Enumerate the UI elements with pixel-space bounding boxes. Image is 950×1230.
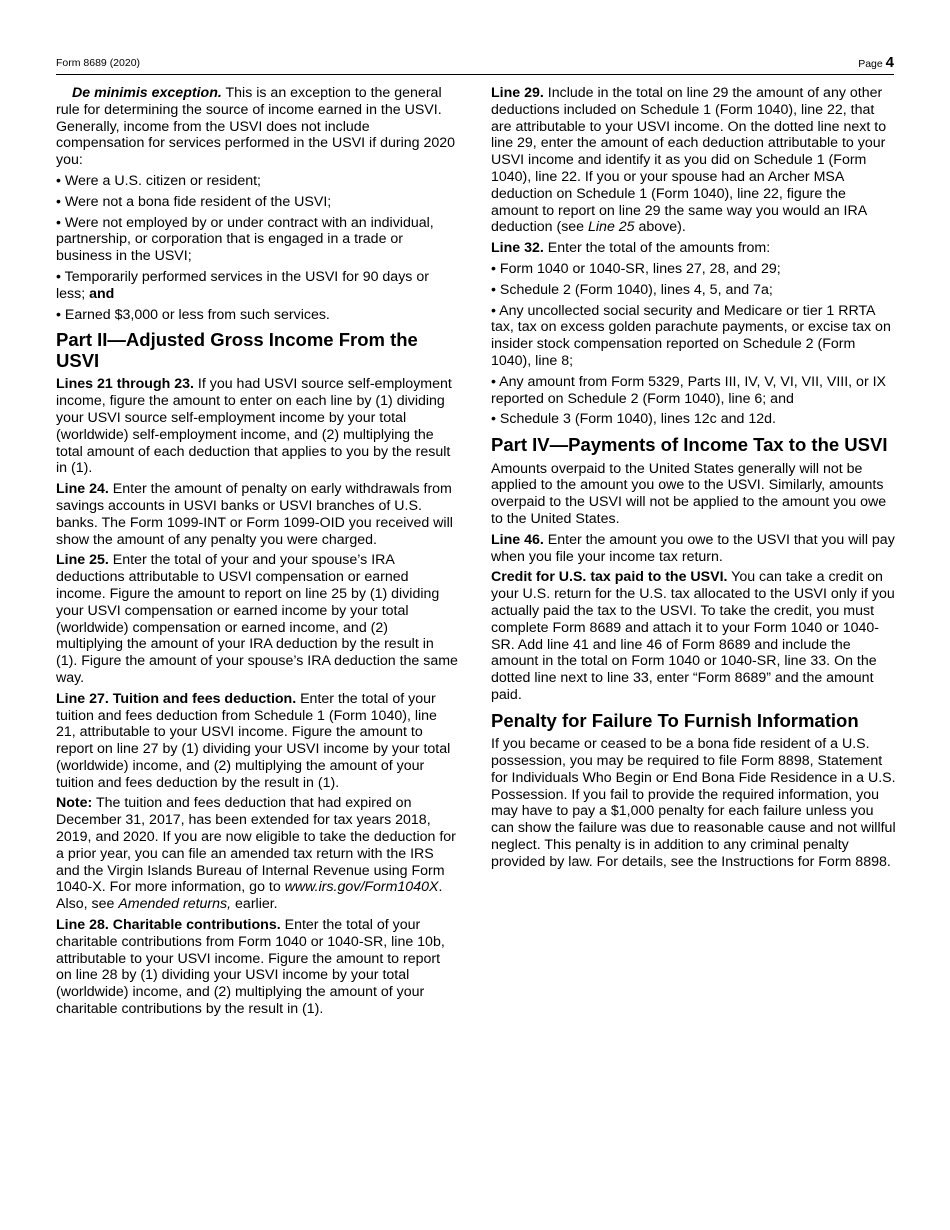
paragraph-body: Enter the total of your tuition and fees deduction from Schedule 1 (Form 1040), line 21, attributable to your USVI income. Figure the amount to report on line 27 by (1) dividing your USVI income by your total (worldwide) income, and (2) multiplying the amount of your tuition and fees deduction by the result in (1).	[56, 690, 451, 791]
paragraph-body: Enter the amount of penalty on early withdrawals from savings accounts in USVI banks or USVI branches of U.S. banks. The Form 1099-INT or Form 1099-OID you received will show the amount of any penalty you were charged.	[56, 481, 453, 548]
paragraph-label: Line 25.	[56, 552, 109, 569]
de-minimis-title: De minimis exception.	[72, 85, 222, 101]
paragraph-label: Line 32.	[491, 240, 544, 257]
amended-returns-ref: Amended returns,	[118, 896, 232, 913]
list-item: • Earned $3,000 or less from such services.	[56, 306, 330, 323]
page-number	[858, 54, 894, 71]
list-item: • Schedule 2 (Form 1040), lines 4, 5, and 7a;	[491, 281, 773, 298]
line-24-paragraph	[56, 481, 458, 548]
paragraph-body: If you had USVI source self-employment income, figure the amount to enter on each line by (1) dividing your USVI source self-employment income by your total (worldwide) self-employment income, and (2) multiplying the total amount of each deduction that applies to you by the result in (1).	[56, 376, 452, 477]
paragraph-body: Enter the total of the amounts from:	[543, 240, 771, 257]
note-paragraph	[56, 795, 458, 913]
line-32-paragraph	[491, 240, 896, 257]
paragraph-body: . Also, see	[56, 879, 443, 913]
paragraph-body: Include in the total on line 29 the amount of any other deductions included on Schedule 1 (Form 1040), line 22, that are attributable to your USVI income. On the dotted line next to line 29, enter the amount of each deduction attributable to your USVI income and identify it as you did on Schedule 1 (Form 1040), line 22. If you or your spouse had an Archer MSA deduction on Schedule 1 (Form 1040), line 22, figure the amount to report on line 29 the same way you would an IRA deduction (see	[491, 85, 887, 236]
penalty-heading: Penalty for Failure To Furnish Information	[491, 709, 859, 731]
list-item: • Any uncollected social security and Medicare or tier 1 RRTA tax, tax on excess golden parachute payments, or excise tax on insider stock compensation reported on Schedule 2 (Form 1040), line 8;	[491, 302, 891, 369]
paragraph-label: Line 24.	[56, 481, 109, 498]
list-item: • Were not employed by or under contract with an individual, partnership, or corporation that is engaged in a trade or business in the USVI;	[56, 214, 434, 265]
line-46-paragraph	[491, 532, 896, 566]
paragraph-body: earlier.	[231, 896, 278, 913]
lines-21-23-paragraph	[56, 376, 458, 477]
part-iv-paragraph: Amounts overpaid to the United States generally will not be applied to the amount you owe to the USVI. Similarly, amounts overpaid to the USVI will not be applied to the amount you owe to the United States.	[491, 460, 887, 528]
paragraph-label: Line 27. Tuition and fees deduction.	[56, 690, 297, 707]
page-header	[56, 54, 894, 75]
paragraph-label: Line 28. Charitable contributions.	[56, 917, 281, 934]
line-25-ref: Line 25	[588, 219, 635, 236]
de-minimis-body: This is an exception to the general rule for determining the source of income earned in the USVI. Generally, income from the USVI does not include compensation for services performed in the USVI if during 2020 you:	[56, 85, 456, 169]
paragraph-body: The tuition and fees deduction that had expired on December 31, 2017, has been extended for tax years 2018, 2019, and 2020. If you are now eligible to take the deduction for a prior year, you can file an amended tax return with the IRS and the Virgin Islands Bureau of Internal Revenue using Form 1040-X. For more information, go to	[56, 795, 456, 896]
penalty-paragraph: If you became or ceased to be a bona fide resident of a U.S. possession, you may be required to file Form 8898, Statement for Individuals Who Begin or End Bona Fide Residence in a U.S. Possession. If you fail to provide the required information, you may have to pay a $1,000 penalty for each failure unless you can show the failure was due to reasonable cause and not willful neglect. This penalty is in addition to any criminal penalty provided by law. For details, see the Instructions for Form 8898.	[491, 736, 896, 870]
line-29-paragraph	[491, 85, 896, 236]
credit-paragraph	[491, 569, 896, 703]
paragraph-body: Enter the total of your charitable contributions from Form 1040 or 1040-SR, line 10b, attributable to your USVI income. Figure the amount to report on line 28 by (1) dividing your USVI income by your total (worldwide) income, and (2) multiplying the amount of your charitable contributions by the result in (1).	[56, 917, 445, 1018]
irs-link[interactable]: www.irs.gov/Form1040X	[284, 879, 439, 896]
list-item: • Any amount from Form 5329, Parts III, IV, V, VI, VII, VIII, or IX reported on Schedule 2 (Form 1040), line 6; and	[491, 373, 887, 407]
paragraph-body: above).	[634, 219, 686, 236]
list-item-bold: and	[89, 285, 115, 302]
paragraph-label: Line 29.	[491, 85, 544, 101]
paragraph-label: Lines 21 through 23.	[56, 376, 194, 393]
line-27-paragraph	[56, 691, 458, 792]
paragraph-label: Credit for U.S. tax paid to the USVI.	[491, 569, 728, 586]
line-25-paragraph	[56, 552, 458, 686]
de-minimis-paragraph	[56, 85, 458, 169]
paragraph-body: Enter the total of your and your spouse’s IRA deductions attributable to USVI compensation or earned income. Figure the amount to report on line 25 by (1) dividing your USVI compensation or earned income by your total (worldwide) compensation or earned income, and (2) multiplying the amount of your IRA deduction by the result in (1). Figure the amount of your spouse’s IRA deduction the same way.	[56, 552, 458, 686]
form-id: Form 8689 (2020)	[56, 57, 141, 69]
line-28-paragraph	[56, 917, 458, 1018]
list-item: • Form 1040 or 1040-SR, lines 27, 28, and 29;	[491, 260, 781, 277]
paragraph-body: Enter the amount you owe to the USVI that you will pay when you file your income tax return.	[491, 531, 895, 565]
left-column	[56, 85, 458, 1022]
paragraph-label: Note:	[56, 795, 93, 812]
part-iv-heading: Part IV—Payments of Income Tax to the USVI	[491, 434, 888, 456]
list-item: • Were not a bona fide resident of the USVI;	[56, 193, 332, 210]
page-number-value: 4	[885, 54, 894, 71]
right-column	[491, 85, 896, 875]
part-ii-heading: Part II—Adjusted Gross Income From the USVI	[56, 329, 418, 371]
paragraph-body: You can take a credit on your U.S. return for the U.S. tax allocated to the USVI only if you actually paid the tax to the USVI. To take the credit, you must complete Form 8689 and attach it to your Form 1040 or 1040-SR. Add line 41 and line 46 of Form 8689 and include the amount in the total on Form 1040 or 1040-SR, line 33. On the dotted line next to line 33, enter “Form 8689” and the amount paid.	[491, 569, 895, 703]
paragraph-label: Line 46.	[491, 531, 544, 548]
list-item: • Schedule 3 (Form 1040), lines 12c and 12d.	[491, 411, 776, 428]
page-label: Page	[858, 58, 883, 70]
list-item: • Were a U.S. citizen or resident;	[56, 172, 261, 189]
list-item	[56, 269, 458, 303]
list-item-text: • Temporarily performed services in the USVI for 90 days or less;	[56, 268, 429, 302]
